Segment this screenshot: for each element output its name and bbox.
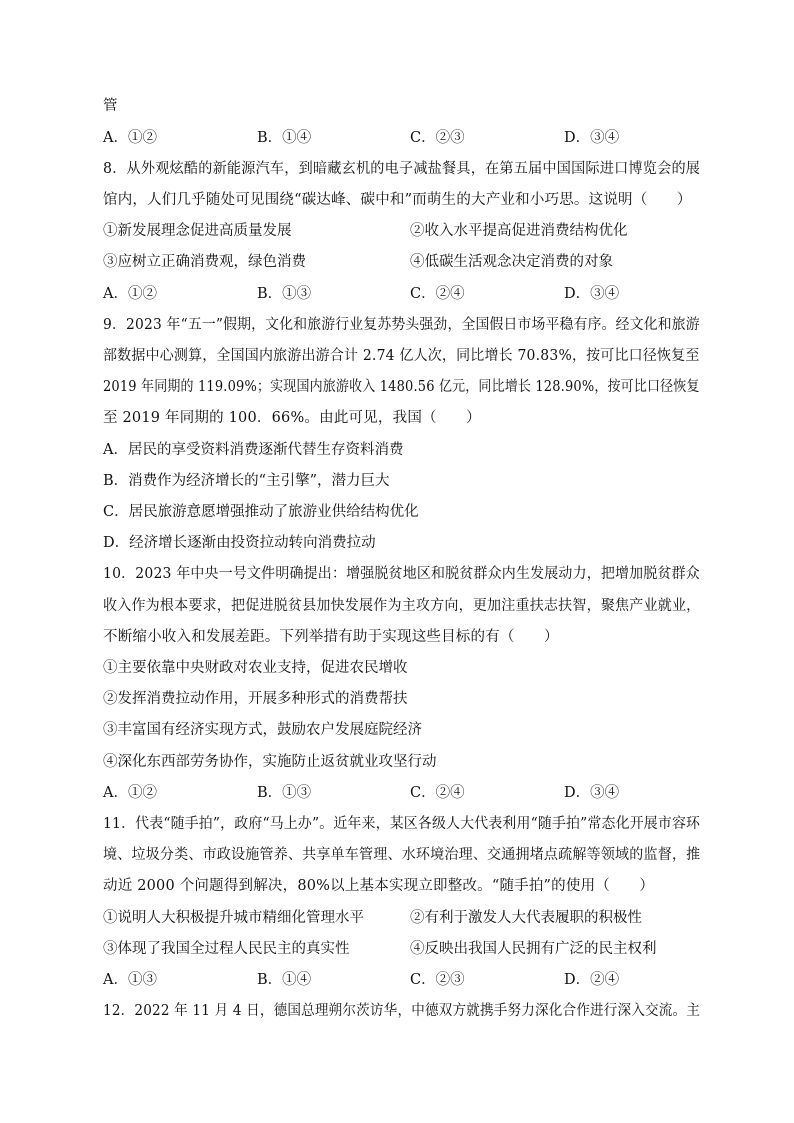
q10-option-d: D．③④ <box>564 785 620 801</box>
q10-stem-line: 10．2023 年中央一号文件明确提出：增强脱贫地区和脱贫群众内生发展动力，把增加脱贫群众 <box>103 566 700 582</box>
q7-option-d: D．③④ <box>564 130 620 146</box>
q11-stem-line: 动近 2000 个问题得到解决，80%以上基本实现立即整改。“随手拍”的使用（ ） <box>103 878 655 894</box>
q11-option-b: B．①④ <box>257 972 312 988</box>
q8-statement-3: ③应树立正确消费观，绿色消费 <box>103 254 306 270</box>
q8-statement-4: ④低碳生活观念决定消费的对象 <box>410 254 613 270</box>
q11-option-d: D．②④ <box>564 972 620 988</box>
q10-option-a: A．①② <box>103 785 157 801</box>
q10-stem-line: 不断缩小收入和发展差距。下列举措有助于实现这些目标的有（ ） <box>103 629 559 645</box>
q10-statement-4: ④深化东西部劳务协作，实施防止返贫就业攻坚行动 <box>103 754 437 770</box>
q7-option-a: A．①② <box>103 130 157 146</box>
q11-statement-4: ④反映出我国人民拥有广泛的民主权利 <box>410 941 657 957</box>
q8-option-a: A．①② <box>103 286 157 302</box>
q8-stem-line: 馆内，人们几乎随处可见围绕“碳达峰、碳中和”而萌生的大产业和小巧思。这说明（ ） <box>103 192 692 208</box>
q9-stem-line: 2019 年同期的 119.09%；实现国内旅游收入 1480.56 亿元，同比增长 128.90%，按可比口径恢复 <box>103 379 700 395</box>
q9-option-b: B．消费作为经济增长的“主引擎”，潜力巨大 <box>103 473 390 489</box>
q9-stem-line: 至 2019 年同期的 100．66%。由此可见，我国（ ） <box>103 410 481 426</box>
q10-statement-2: ②发挥消费拉动作用，开展多种形式的消费帮扶 <box>103 691 408 707</box>
q12-stem-line: 12．2022 年 11 月 4 日，德国总理朔尔茨访华，中德双方就携手努力深化合作进行深入交流。主 <box>103 1003 701 1019</box>
q8-statement-1: ①新发展理念促进高质量发展 <box>103 223 292 239</box>
q8-statement-2: ②收入水平提高促进消费结构优化 <box>410 223 628 239</box>
q7-option-b: B．①④ <box>257 130 312 146</box>
q9-option-c: C．居民旅游意愿增强推动了旅游业供给结构优化 <box>103 504 419 520</box>
q11-stem-line: 11．代表“随手拍”，政府“马上办”。近年来，某区各级人大代表利用“随手拍”常态化开展市容环 <box>103 816 701 832</box>
q11-statement-1: ①说明人大积极提升城市精细化管理水平 <box>103 910 364 926</box>
q9-stem-line: 9．2023 年“五一”假期，文化和旅游行业复苏势头强劲，全国假日市场平稳有序。经文化和旅游 <box>103 317 700 333</box>
q9-option-d: D．经济增长逐渐由投资拉动转向消费拉动 <box>103 535 376 551</box>
q11-stem-line: 境、垃圾分类、市政设施管养、共享单车管理、水环境治理、交通拥堵点疏解等领域的监督，推 <box>103 847 701 863</box>
q10-option-c: C．②④ <box>410 785 465 801</box>
q9-stem-line: 部数据中心测算，全国国内旅游出游合计 2.74 亿人次，同比增长 70.83%，按可比口径恢复至 <box>103 348 700 364</box>
q9-option-a: A．居民的享受资料消费逐渐代替生存资料消费 <box>103 442 404 458</box>
q11-option-a: A．①③ <box>103 972 157 988</box>
q10-statement-1: ①主要依靠中央财政对农业支持，促进农民增收 <box>103 660 408 676</box>
q11-statement-2: ②有利于激发人大代表履职的积极性 <box>410 910 642 926</box>
q11-option-c: C．②③ <box>410 972 465 988</box>
q8-option-d: D．③④ <box>564 286 620 302</box>
continued-text: 管 <box>103 98 118 114</box>
q10-stem-line: 收入作为根本要求，把促进脱贫县加快发展作为主攻方向，更加注重扶志扶智，聚焦产业就业， <box>103 598 701 614</box>
q10-option-b: B．①③ <box>257 785 312 801</box>
q8-option-c: C．②④ <box>410 286 465 302</box>
q10-statement-3: ③丰富国有经济实现方式，鼓励农户发展庭院经济 <box>103 722 422 738</box>
q7-option-c: C．②③ <box>410 130 465 146</box>
q11-statement-3: ③体现了我国全过程人民民主的真实性 <box>103 941 350 957</box>
q8-option-b: B．①③ <box>257 286 312 302</box>
q8-stem-line: 8．从外观炫酷的新能源汽车，到暗藏玄机的电子减盐餐具，在第五届中国国际进口博览会的展 <box>103 161 701 177</box>
